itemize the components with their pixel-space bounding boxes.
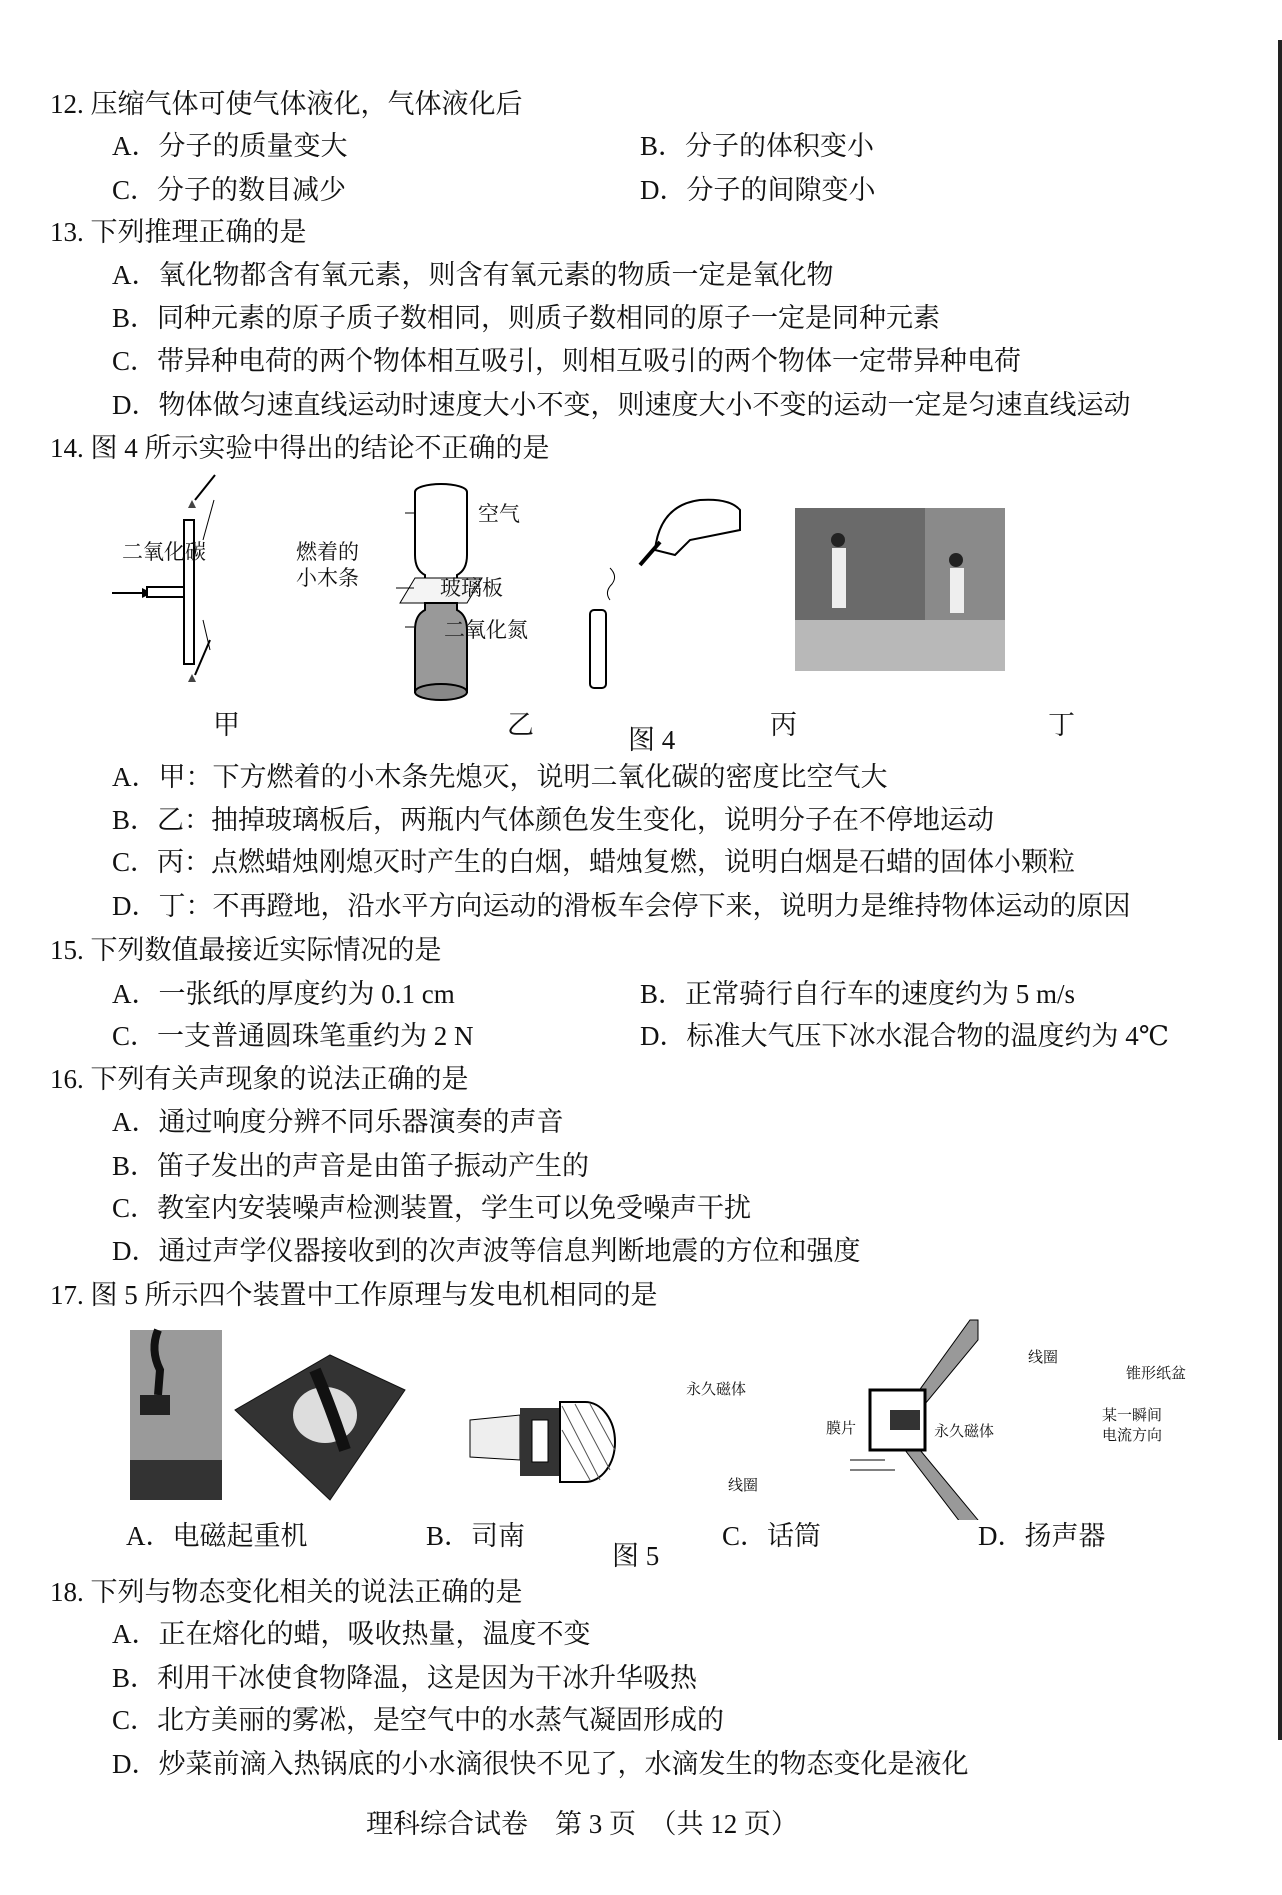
question-18-stem: 18. 下列与物态变化相关的说法正确的是 xyxy=(50,1577,523,1607)
option: B．分子的体积变小 xyxy=(640,131,875,161)
candle-relight xyxy=(590,500,740,688)
question-16-stem: 16. 下列有关声现象的说法正确的是 xyxy=(50,1064,469,1094)
figure-4-caption: 图 4 xyxy=(628,725,676,755)
page-edge xyxy=(1278,40,1282,1740)
option: D．通过声学仪器接收到的次声波等信息判断地震的方位和强度 xyxy=(112,1236,861,1266)
option: C．丙：点燃蜡烛刚熄灭时产生的白烟，蜡烛复燃，说明白烟是石蜡的固体小颗粒 xyxy=(112,847,1076,877)
option-17-b: B．司南 xyxy=(426,1521,526,1551)
co2-tube-diagram xyxy=(112,475,215,682)
crane-photo xyxy=(130,1330,222,1500)
option: A．正在熔化的蜡，吸收热量，温度不变 xyxy=(112,1619,591,1649)
option: A．通过响度分辨不同乐器演奏的声音 xyxy=(112,1107,564,1137)
label-mic-magnet: 永久磁体 xyxy=(686,1382,747,1398)
label-speaker-cone: 锥形纸盆 xyxy=(1126,1366,1187,1382)
option: B．利用干冰使食物降温，这是因为干冰升华吸热 xyxy=(112,1663,698,1693)
label-no2: 二氧化氮 xyxy=(444,618,528,642)
label-current-1: 某一瞬间 xyxy=(1102,1408,1163,1424)
label-speaker-coil: 线圈 xyxy=(1028,1350,1059,1366)
label-glass-plate: 玻璃板 xyxy=(440,576,503,600)
question-15-stem: 15. 下列数值最接近实际情况的是 xyxy=(50,935,442,965)
label-mic-diaphragm: 膜片 xyxy=(826,1421,857,1437)
option: D．物体做匀速直线运动时速度大小不变，则速度大小不变的运动一定是匀速直线运动 xyxy=(112,390,1131,420)
compass-sinan xyxy=(235,1355,405,1500)
label-air: 空气 xyxy=(478,502,520,526)
option: D．丁：不再蹬地，沿水平方向运动的滑板车会停下来，说明力是维持物体运动的原因 xyxy=(112,891,1131,921)
question-17-stem: 17. 图 5 所示四个装置中工作原理与发电机相同的是 xyxy=(50,1280,658,1310)
option: A．一张纸的厚度约为 0.1 cm xyxy=(112,979,455,1009)
option-17-a: A．电磁起重机 xyxy=(126,1521,308,1551)
microphone-diagram xyxy=(470,1402,615,1482)
option: C．一支普通圆珠笔重约为 2 N xyxy=(112,1021,474,1051)
label-burning: 燃着的 xyxy=(296,540,359,564)
option-17-d: D．扬声器 xyxy=(978,1521,1106,1551)
figure-4 xyxy=(100,470,1200,740)
panel-label-yi: 乙 xyxy=(507,710,534,740)
option: D．标准大气压下冰水混合物的温度约为 4℃ xyxy=(640,1021,1169,1051)
option: D．炒菜前滴入热锅底的小水滴很快不见了，水滴发生的物态变化是液化 xyxy=(112,1749,969,1779)
option: A．甲：下方燃着的小木条先熄灭，说明二氧化碳的密度比空气大 xyxy=(112,762,888,792)
question-13-stem: 13. 下列推理正确的是 xyxy=(50,217,307,247)
figure-5-caption: 图 5 xyxy=(612,1541,660,1571)
option: C．带异种电荷的两个物体相互吸引，则相互吸引的两个物体一定带异种电荷 xyxy=(112,346,1022,376)
option: A．氧化物都含有氧元素，则含有氧元素的物质一定是氧化物 xyxy=(112,260,834,290)
page-footer: 理科综合试卷 第 3 页 （共 12 页） xyxy=(366,1809,798,1839)
option: B．正常骑行自行车的速度约为 5 m/s xyxy=(640,979,1076,1009)
option-17-c: C．话筒 xyxy=(722,1521,822,1551)
scooter-photo xyxy=(795,508,1005,671)
option: D．分子的间隙变小 xyxy=(640,175,876,205)
label-current-2: 电流方向 xyxy=(1102,1428,1163,1444)
panel-label-jia: 甲 xyxy=(213,710,240,740)
option: C．北方美丽的雾凇，是空气中的水蒸气凝固形成的 xyxy=(112,1705,725,1735)
figure-5 xyxy=(100,1310,1200,1520)
option: B．笛子发出的声音是由笛子振动产生的 xyxy=(112,1151,590,1181)
option: B．同种元素的原子质子数相同，则质子数相同的原子一定是同种元素 xyxy=(112,303,941,333)
option: C．教室内安装噪声检测装置，学生可以免受噪声干扰 xyxy=(112,1193,752,1223)
option: B．乙：抽掉玻璃板后，两瓶内气体颜色发生变化，说明分子在不停地运动 xyxy=(112,805,995,835)
label-co2: 二氧化碳 xyxy=(122,540,206,564)
panel-label-ding: 丁 xyxy=(1048,710,1075,740)
question-14-stem: 14. 图 4 所示实验中得出的结论不正确的是 xyxy=(50,433,550,463)
option: C．分子的数目减少 xyxy=(112,175,347,205)
label-mic-coil: 线圈 xyxy=(728,1478,759,1494)
question-12-stem: 12. 压缩气体可使气体液化，气体液化后 xyxy=(50,89,523,119)
option: A．分子的质量变大 xyxy=(112,131,348,161)
label-speaker-magnet: 永久磁体 xyxy=(934,1424,995,1440)
panel-label-bing: 丙 xyxy=(770,710,797,740)
label-stick: 小木条 xyxy=(296,566,359,590)
